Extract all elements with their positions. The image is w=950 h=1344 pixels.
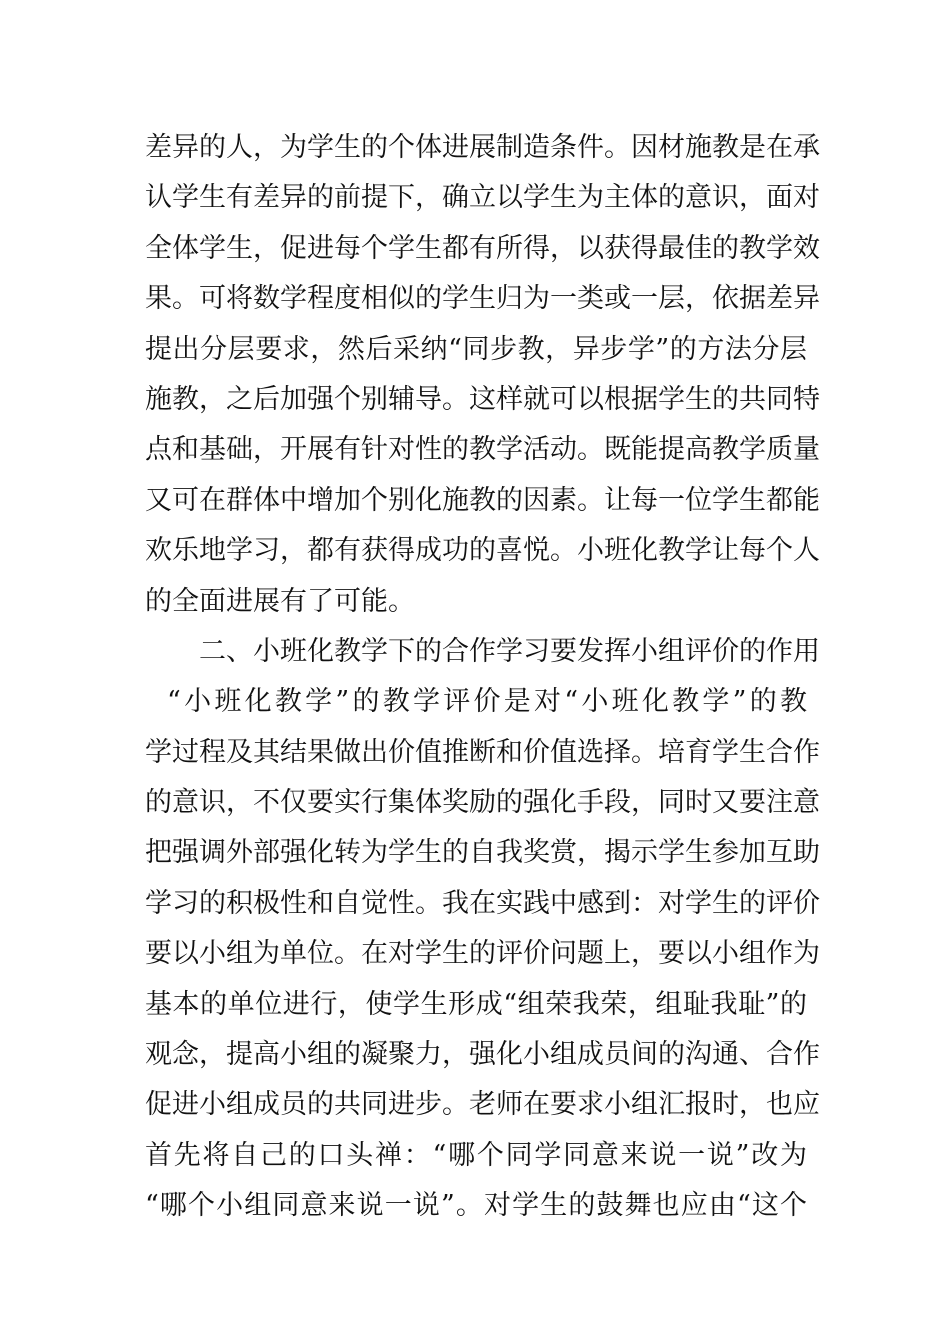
text-line: 又可在群体中增加个别化施教的因素。让每一位学生都能 bbox=[145, 484, 820, 516]
text-line: 点和基础，开展有针对性的教学活动。既能提高教学质量 bbox=[145, 434, 820, 466]
text-line: “哪个小组同意来说一说”。对学生的鼓舞也应由“这个 bbox=[145, 1190, 807, 1222]
text-line: 促进小组成员的共同进步。老师在要求小组汇报时，也应 bbox=[145, 1089, 820, 1121]
body-text bbox=[145, 123, 820, 1232]
text-line: “小班化教学”的教学评价是对“小班化教学”的教 bbox=[167, 686, 807, 718]
text-line: 要以小组为单位。在对学生的评价问题上，要以小组作为 bbox=[145, 938, 820, 970]
text-line: 基本的单位进行，使学生形成“组荣我荣，组耻我耻”的 bbox=[145, 988, 807, 1020]
text-line: 的全面进展有了可能。 bbox=[145, 585, 415, 617]
text-line: 全体学生，促进每个学生都有所得，以获得最佳的教学效 bbox=[145, 232, 820, 264]
text-line: 施教，之后加强个别辅导。这样就可以根据学生的共同特 bbox=[145, 383, 820, 415]
text-line: 观念，提高小组的凝聚力，强化小组成员间的沟通、合作 bbox=[145, 1039, 820, 1071]
text-line: 把强调外部强化转为学生的自我奖赏，揭示学生参加互助 bbox=[145, 837, 820, 869]
text-line: 差异的人，为学生的个体进展制造条件。因材施教是在承 bbox=[145, 132, 820, 163]
text-line: 首先将自己的口头禅：“哪个同学同意来说一说”改为 bbox=[145, 1139, 807, 1171]
text-line: 学习的积极性和自觉性。我在实践中感到：对学生的评价 bbox=[145, 887, 820, 919]
text-line: 认学生有差异的前提下，确立以学生为主体的意识，面对 bbox=[145, 182, 820, 214]
text-line: 的意识，不仅要实行集体奖励的强化手段，同时又要注意 bbox=[145, 787, 820, 819]
text-line: 学过程及其结果做出价值推断和价值选择。培育学生合作 bbox=[145, 736, 820, 768]
text-line: 欢乐地学习，都有获得成功的喜悦。小班化教学让每个人 bbox=[145, 535, 820, 567]
text-line: 果。可将数学程度相似的学生归为一类或一层，依据差异 bbox=[145, 283, 820, 315]
text-line: 提出分层要求，然后采纳“同步教，异步学”的方法分层 bbox=[145, 333, 807, 365]
section-heading: 二、小班化教学下的合作学习要发挥小组评价的作用 bbox=[199, 635, 820, 667]
